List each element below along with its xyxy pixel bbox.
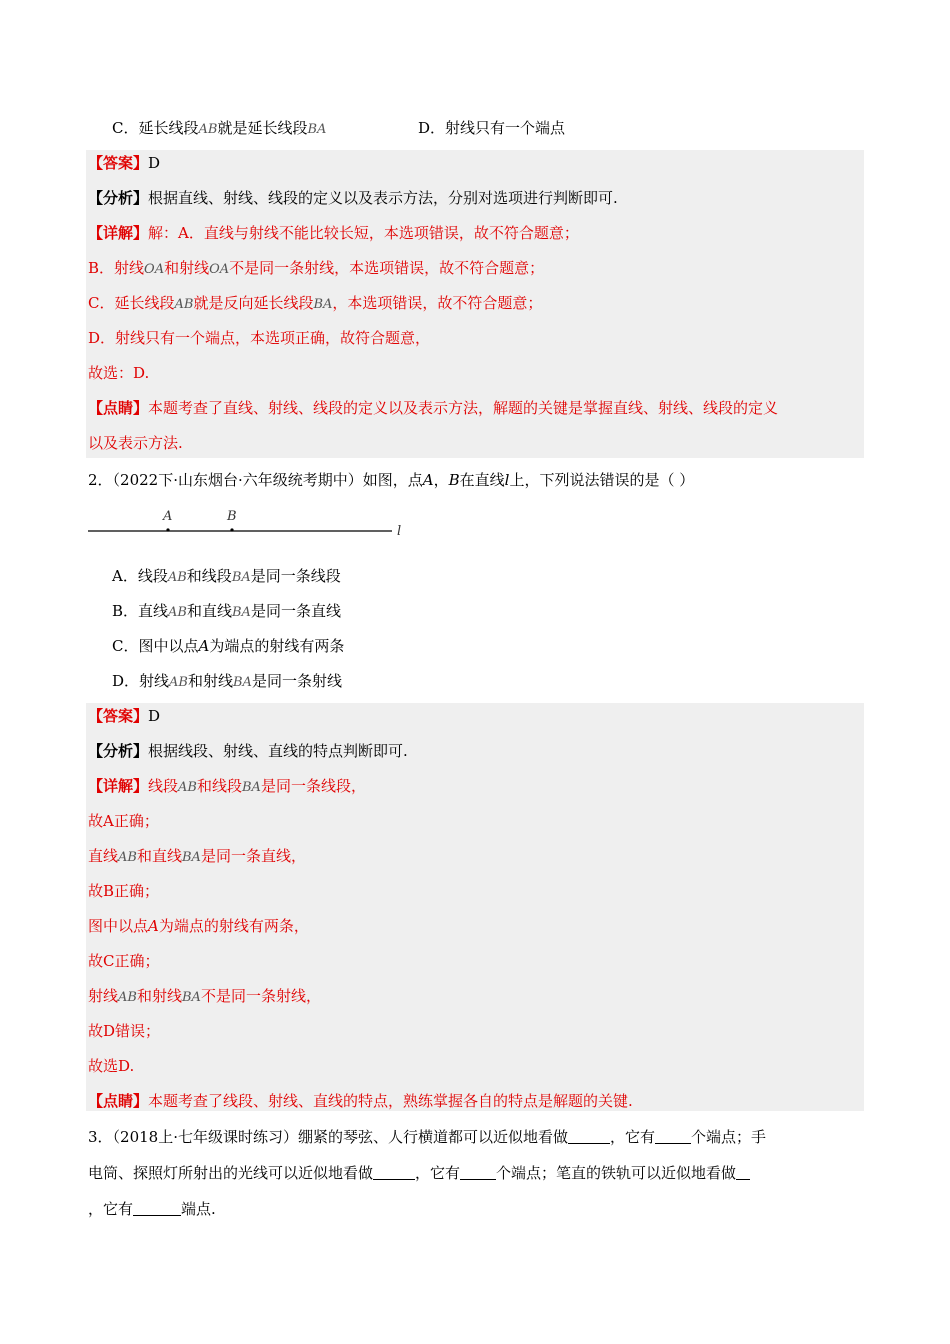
q2-answer: 【答案】D — [88, 707, 161, 725]
q2-detail-6: 故C正确； — [88, 952, 160, 970]
line-figure — [86, 505, 416, 545]
q2-detail-5: 图中以点A为端点的射线有两条， — [88, 917, 309, 935]
blank-2[interactable] — [655, 1129, 691, 1144]
point-a — [166, 528, 169, 531]
label-b: B — [227, 509, 237, 524]
q2-detail-7: 射线AB和射线BA不是同一条射线， — [88, 987, 321, 1005]
q2-detail-4: 故B正确； — [88, 882, 160, 900]
q1-option-d: D．射线只有一个端点 — [418, 119, 566, 137]
q2-analysis: 【分析】根据线段、射线、直线的特点判断即可. — [88, 742, 408, 760]
q3-line-2: 电筒、探照灯所射出的光线可以近似地看做 ，它有 个端点；笔直的铁轨可以近似地看做 — [88, 1163, 750, 1183]
q2-detail-3: 直线AB和直线BA是同一条直线， — [88, 847, 306, 865]
blank-5[interactable] — [736, 1165, 750, 1180]
q2-option-d: D．射线AB和射线BA是同一条射线 — [112, 672, 342, 690]
q2-solution-box — [86, 703, 864, 1111]
label-l: l — [397, 524, 402, 539]
q2-option-a: A．线段AB和线段BA是同一条线段 — [112, 567, 341, 585]
q1-choose: 故选：D. — [88, 364, 150, 382]
q1-detail-b: B．射线OA和射线OA不是同一条射线，本选项错误，故不符合题意； — [88, 259, 545, 277]
q1-answer: 【答案】D — [88, 154, 161, 172]
q2-option-b: B．直线AB和直线BA是同一条直线 — [112, 602, 341, 620]
q2-detail-8: 故D错误； — [88, 1022, 161, 1040]
q1-detail-a: 【详解】解：A．直线与射线不能比较长短，本选项错误，故不符合题意； — [88, 224, 579, 242]
q1-analysis: 【分析】根据直线、射线、线段的定义以及表示方法，分别对选项进行判断即可. — [88, 189, 618, 207]
q3-line-1: 3．（2018上·七年级课时练习）绷紧的琴弦、人行横道都可以近似地看做 ，它有 个端点；手 — [88, 1128, 767, 1146]
q2-detail-2: 故A正确； — [88, 812, 159, 830]
q3-line-3: ，它有 端点. — [88, 1200, 216, 1218]
q2-comment: 【点睛】本题考查了线段、射线、直线的特点，熟练掌握各自的特点是解题的关键. — [88, 1092, 633, 1110]
q1-option-c: C．延长线段AB就是延长线段BA — [112, 119, 327, 137]
q1-detail-d: D．射线只有一个端点，本选项正确，故符合题意， — [88, 329, 431, 347]
point-b — [230, 528, 233, 531]
q2-detail-1: 【详解】线段AB和线段BA是同一条线段， — [88, 777, 366, 795]
q1-detail-c: C．延长线段AB就是反向延长线段BA，本选项错误，故不符合题意； — [88, 294, 543, 312]
q2-option-c: C．图中以点A为端点的射线有两条 — [112, 637, 345, 655]
blank-3[interactable] — [373, 1165, 415, 1180]
blank-6[interactable] — [133, 1201, 181, 1216]
blank-1[interactable] — [568, 1129, 610, 1144]
blank-4[interactable] — [460, 1165, 496, 1180]
q1-comment-1: 【点睛】本题考查了直线、射线、线段的定义以及表示方法，解题的关键是掌握直线、射线、线段的定义 — [88, 399, 779, 417]
q2-detail-9: 故选D. — [88, 1057, 135, 1075]
label-a: A — [163, 509, 173, 524]
q1-comment-2: 以及表示方法. — [88, 434, 183, 452]
q2-stem: 2．（2022下·山东烟台·六年级统考期中）如图，点A，B在直线l上，下列说法错误的是（ ） — [88, 471, 695, 489]
